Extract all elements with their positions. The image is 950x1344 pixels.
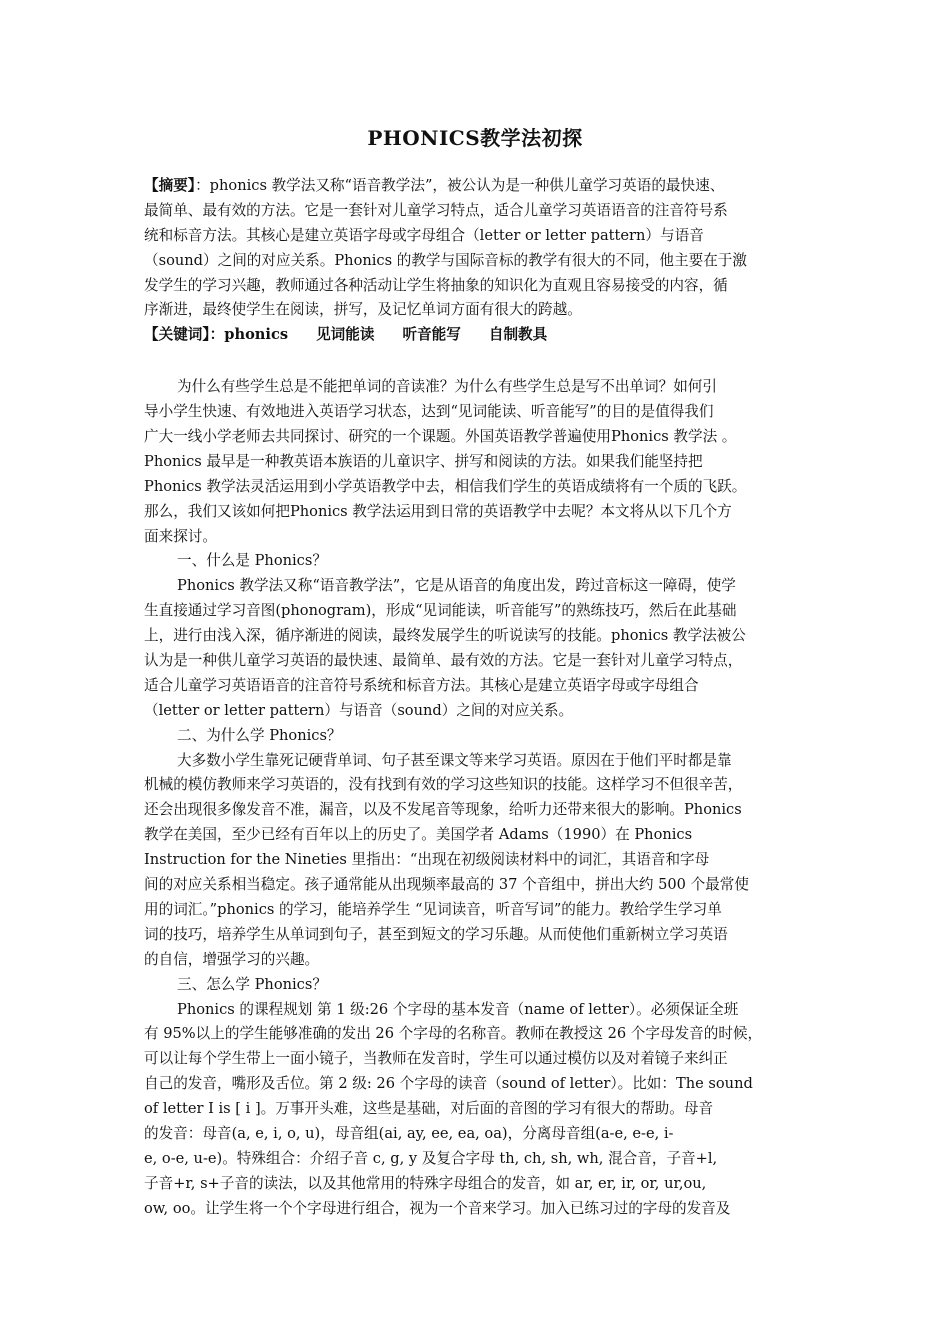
section2-line: 大多数小学生靠死记硬背单词、句子甚至课文等来学习英语。原因在于他们平时都是靠 (177, 751, 732, 769)
section3-line: Phonics 的课程规划 第 1 级:26 个字母的基本发音（name of letter）。必须保证全班 (177, 1000, 739, 1018)
section1-line: 适合儿童学习英语语音的注音符号系统和标音方法。其核心是建立英语字母或字母组合 (144, 676, 699, 694)
section2-line: 词的技巧，培养学生从单词到句子，甚至到短文的学习乐趣。从而使他们重新树立学习英语 (144, 925, 728, 943)
abstract-text: ：phonics 教学法又称“语音教学法”，被公认为是一种供儿童学习英语的最快速、 (195, 177, 725, 194)
section2-line: 间的对应关系相当稳定。孩子通常能从出现频率最高的 37 个音组中，拼出大约 500 个最常使 (144, 876, 749, 894)
section3-line: 子音+r, s+子音的读法，以及其他常用的特殊字母组合的发音，如 ar, er, ir, or, ur,ou, (144, 1174, 707, 1192)
section3-line: 可以让每个学生带上一面小镜子，当教师在发音时，学生可以通过模仿以及对着镜子来纠正 (144, 1050, 728, 1068)
section3-line: of letter I is [ i ]。万事开头难，这些是基础，对后面的音图的学习有很大的帮助。母音 (144, 1100, 714, 1118)
intro-line: Phonics 最早是一种教英语本族语的儿童识字、拼写和阅读的方法。如果我们能坚持把 (144, 452, 703, 470)
section-heading: 三、怎么学 Phonics？ (177, 975, 327, 993)
abstract-label: 【摘要】 (144, 177, 196, 194)
intro-line: 为什么有些学生总是不能把单词的音读准？为什么有些学生总是写不出单词？如何引 (177, 378, 717, 396)
abstract-line (144, 174, 810, 199)
intro-line: 导小学生快速、有效地进入英语学习状态，达到“见词能读、听音能写”的目的是值得我们 (144, 403, 714, 421)
section2-line: Instruction for the Nineties 里指出：“出现在初级阅读材料中的词汇，其语音和字母 (144, 851, 710, 869)
paragraph-gap (144, 348, 810, 375)
section1-line: 生直接通过学习音图(phonogram)，形成“见词能读，听音能写”的熟练技巧，然后在此基础 (144, 602, 737, 620)
intro-line: Phonics 教学法灵活运用到小学英语教学中去，相信我们学生的英语成绩将有一个质的飞跃。 (144, 477, 747, 495)
intro-line: 广大一线小学老师去共同探讨、研究的一个课题。外国英语教学普遍使用Phonics 教学法 。 (144, 428, 737, 446)
section3-line: 有 95%以上的学生能够准确的发出 26 个字母的名称音。教师在教授这 26 个字母发音的时候， (144, 1025, 763, 1043)
abstract-line: 最简单、最有效的方法。它是一套针对儿童学习特点，适合儿童学习英语语音的注音符号系 (144, 201, 728, 219)
section2-line: 的自信，增强学习的兴趣。 (144, 950, 320, 968)
abstract-line: （sound）之间的对应关系。Phonics 的教学与国际音标的教学有很大的不同，他主要在于激 (144, 251, 747, 269)
document-title: PHONICS教学法初探 (367, 126, 583, 150)
abstract-line: 序渐进，最终使学生在阅读，拼写，及记忆单词方面有很大的跨越。 (144, 301, 582, 319)
section-heading: 一、什么是 Phonics？ (177, 552, 327, 570)
document-body (144, 174, 810, 1222)
section1-line: 上，进行由浅入深，循序渐进的阅读，最终发展学生的听说读写的技能。phonics 教学法被公 (144, 627, 746, 645)
section3-line: 的发音：母音(a, e, i, o, u)，母音组(ai, ay, ee, ea, oa)，分离母音组(a-e, e-e, i- (144, 1124, 674, 1142)
keywords-label: 【关键词】：phonics (144, 326, 289, 344)
section2-line: 教学在美国，至少已经有百年以上的历史了。美国学者 Adams（1990）在 Phonics (144, 826, 693, 844)
section3-line: 自己的发音，嘴形及舌位。第 2 级: 26 个字母的读音（sound of letter）。比如：The sound (144, 1075, 753, 1093)
intro-line: 那么，我们又该如何把Phonics 教学法运用到日常的英语教学中去呢？本文将从以下几个方 (144, 502, 732, 520)
section3-line: e, o-e, u-e)。特殊组合：介绍子音 c, g, y 及复合字母 th, ch, sh, wh, 混合音，子音+l, (144, 1149, 718, 1167)
intro-line: 面来探讨。 (144, 527, 217, 545)
section2-line: 还会出现很多像发音不准，漏音，以及不发尾音等现象，给听力还带来很大的影响。Phonics (144, 801, 742, 819)
section3-line: ow, oo。让学生将一个个字母进行组合，视为一个音来学习。加入已练习过的字母的发音及 (144, 1199, 731, 1217)
abstract-line: 统和标音方法。其核心是建立英语字母或字母组合（letter or letter pattern）与语音 (144, 226, 704, 244)
keyword-item: 自制教具 (488, 326, 548, 344)
keyword-item: 听音能写 (402, 326, 461, 344)
section2-line: 用的词汇。”phonics 的学习，能培养学生 “见词读音，听音写词”的能力。教给学生学习单 (144, 900, 722, 918)
keyword-item: 见词能读 (316, 326, 375, 344)
section1-line: Phonics 教学法又称“语音教学法”，它是从语音的角度出发，跨过音标这一障碍，使学 (177, 577, 736, 595)
section1-line: 认为是一种供儿童学习英语的最快速、最简单、最有效的方法。它是一套针对儿童学习特点， (144, 652, 743, 670)
abstract-line: 发学生的学习兴趣，教师通过各种活动让学生将抽象的知识化为直观且容易接受的内容，循 (144, 276, 728, 294)
section2-line: 机械的模仿教师来学习英语的，没有找到有效的学习这些知识的技能。这样学习不但很辛苦， (144, 776, 743, 794)
section-heading: 二、为什么学 Phonics？ (177, 726, 342, 744)
section1-line: （letter or letter pattern）与语音（sound）之间的对应关系。 (144, 701, 574, 719)
keywords-line (144, 323, 810, 348)
